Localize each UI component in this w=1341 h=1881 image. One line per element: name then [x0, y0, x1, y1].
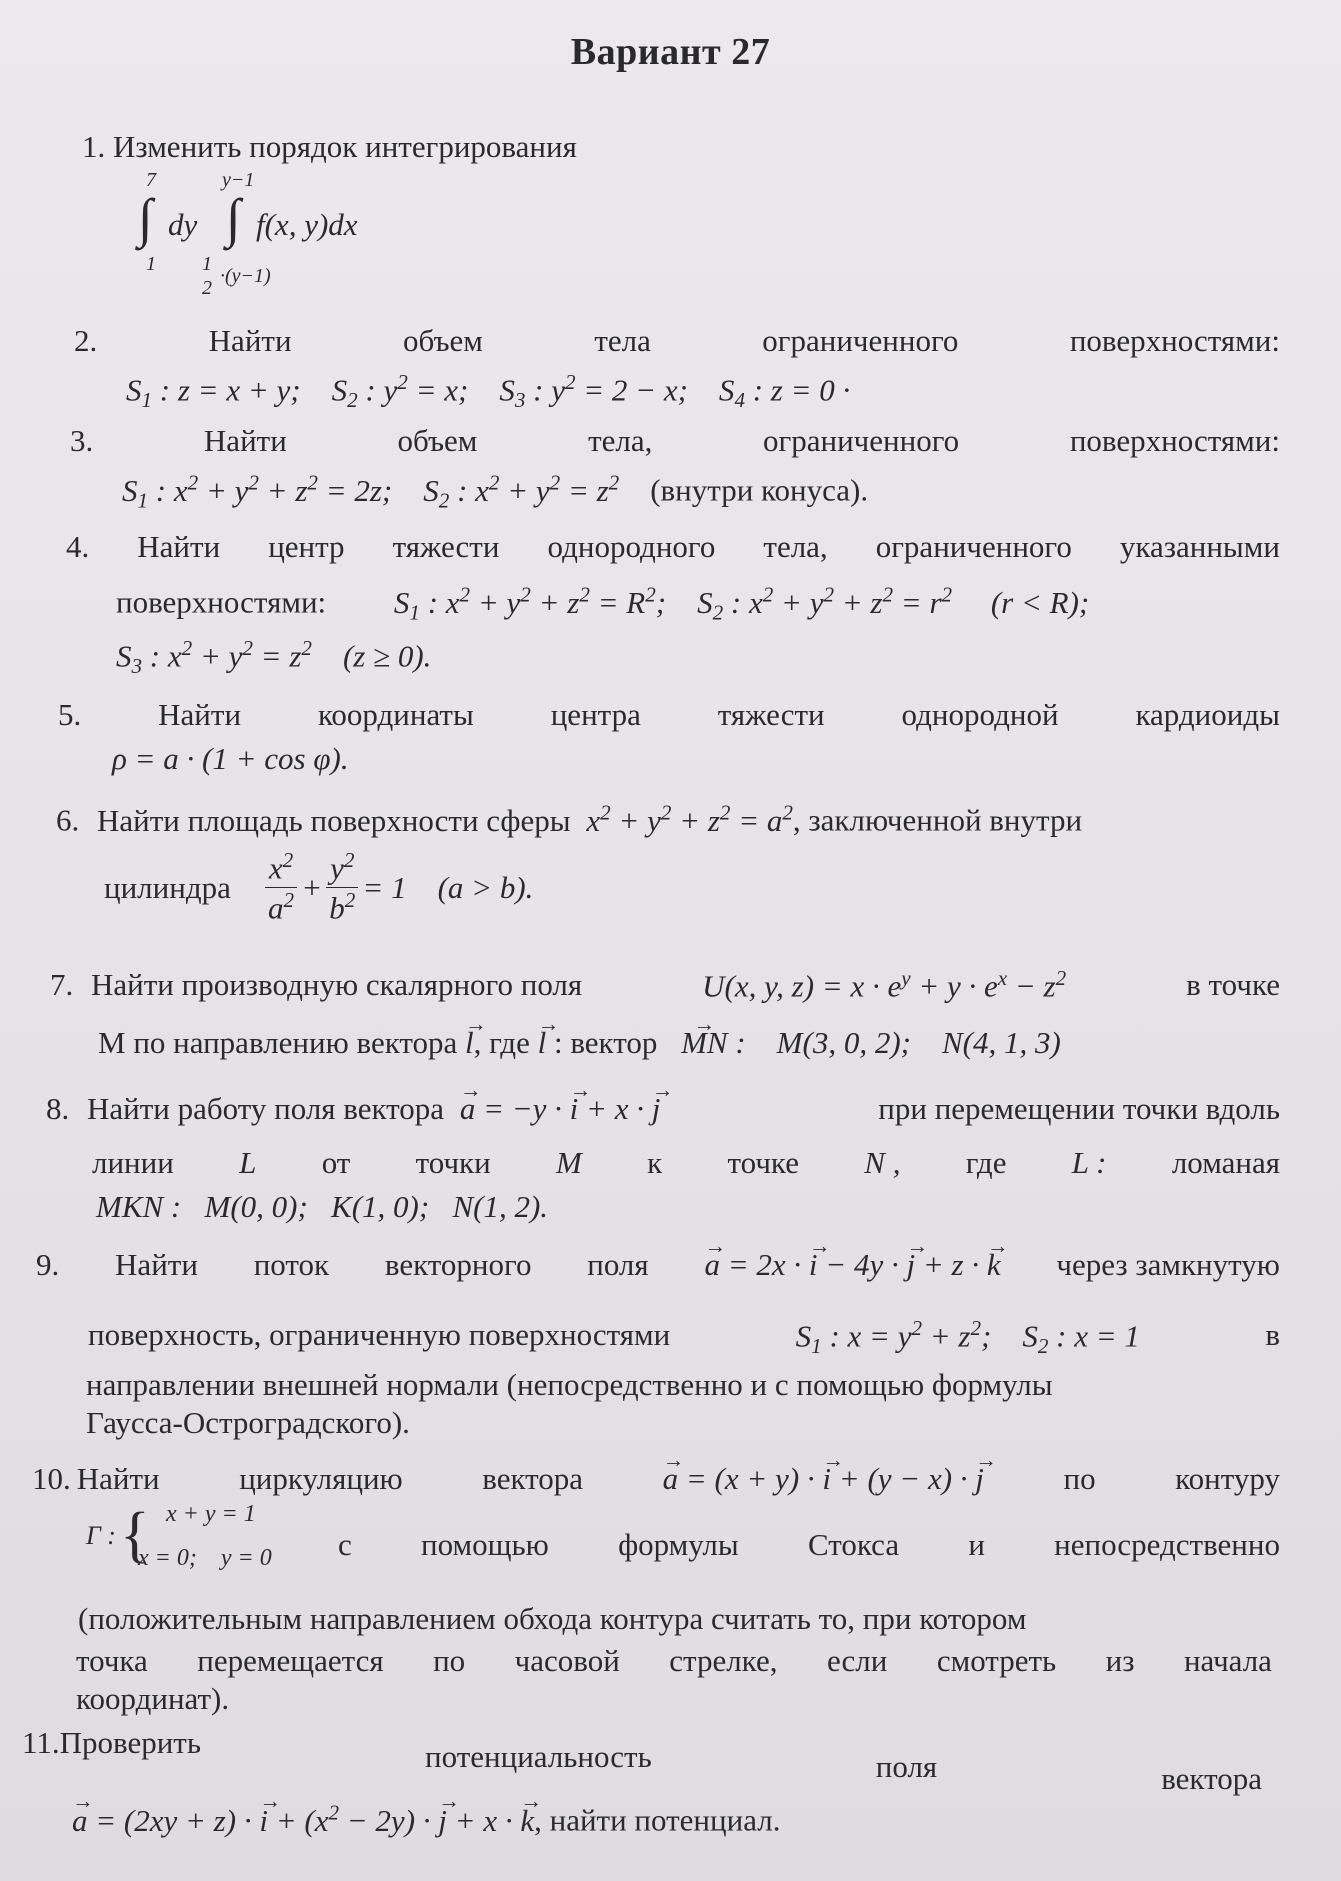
line-text: , где [473, 1025, 530, 1060]
word: линии [92, 1145, 174, 1180]
problem-number: 4. [66, 529, 90, 564]
word: поверхностями: [1069, 423, 1280, 458]
word: тела [594, 323, 651, 358]
formula-7: М по направлению вектора → l, где → l : вектор → MN : M(3, 0, 2); N(4, 1, 3) [98, 1024, 1061, 1061]
word: центр [268, 529, 345, 564]
word: точке [727, 1145, 799, 1180]
formula-3: $S_1$ : $x^2 + y^2 + z^2 = 2z$; $S_2$ : $x^2 + y^2 = z^2$ (внутри конуса). [122, 470, 869, 512]
problem-4 [66, 528, 1280, 565]
word: потенциальность [425, 1739, 652, 1774]
word: ограниченного [762, 323, 959, 358]
problem-number: 9. [36, 1247, 60, 1282]
word: стрелке, [669, 1643, 778, 1678]
problem-7: 7. Найти производную скалярного поля U(x, y, $z) = x \cdot e^y + y \cdot e^x - z^2$ в точке [50, 966, 1280, 1004]
formula-4b: $S_3$ : $x^2 + y^2 = z^2$ (z ≥ 0). [116, 636, 432, 678]
formula-5: ρ = a · (1 + cos φ). [112, 741, 349, 776]
problem-number: 2. [74, 323, 98, 358]
word: точка [76, 1643, 148, 1678]
page-title: Вариант 27 [570, 31, 771, 73]
problem-2 [74, 322, 1280, 359]
word: если [826, 1643, 888, 1678]
word: вектора [1161, 1761, 1262, 1796]
formula-4a: поверхностями: $S_1$ : $x^2 + y^2 + z^2 = R^2$; $S_2$ : $x^2 + y^2 + z^2 = r^2$ (r < R); [116, 582, 1090, 624]
word: поток [253, 1247, 330, 1282]
word: ограниченного [763, 423, 960, 458]
problem-text: при перемещении точки вдоль [878, 1091, 1280, 1126]
word: помощью [421, 1527, 549, 1562]
problem-9-line4: Гаусса-Остроградского). [86, 1405, 410, 1440]
word: и [968, 1527, 985, 1562]
problem-10-line3: (положительным направлением обхода контура считать то, при котором [78, 1601, 1027, 1636]
word: Найти [115, 1247, 198, 1282]
line-text: М по направлению вектора [98, 1025, 458, 1060]
word: к [647, 1145, 663, 1180]
problem-text: через замкнутую [1056, 1247, 1280, 1282]
word: по [1063, 1461, 1096, 1496]
formula-2: $S_1$ : z = x + y; $S_2$ : $y^2 = x$; $S_3$ : $y^2 = 2 - x$; $S_4$ : z = 0 · [126, 370, 851, 412]
word: циркуляцию [239, 1461, 403, 1496]
word: тела, [588, 423, 653, 458]
problem-text: , заключенной внутри [792, 802, 1083, 838]
word: поля [875, 1749, 938, 1784]
word: ломаная [1171, 1145, 1280, 1180]
problem-9: 9. Найти поток векторного поля → a = 2x · → i − 4y · → j + z · → k через замкнутую [36, 1246, 1280, 1283]
word: формулы [618, 1527, 739, 1562]
word: из [1105, 1643, 1135, 1678]
exam-page: Вариант 27 1. Изменить порядок интегрирования 7 ∫ dy 1 y−1 ∫ f(x, y)dx 1 2 ·(y−1) 2. Найти объем тела ограниченного поверхностями: $S_1$ : z = x + y; $S_2$ : $y^2 = x$; $S_3$ : $y^2 = 2 - x$; $S_4$ : z = 0 · 3. Найти объем тела, ограниченного поверхностями: $S_1$ : $x^2 + y^2 + z^2 = 2z$; $S_2$ : $x^2 + y^2 = z^2$ (внутри конуса). 4. Найти центр тяжести однородного тела, ограниченного указанными поверхностями: $S_1$ : $x^2 + y^2 + z^2 = R^2$; $S_2$ : $x^2 + y^2 + z^2 = r^2$ (r < R); $S_3$ : $x^2 + y^2 = z^2$ (z ≥ 0). 5. Найти координаты центра тяжести однородной кардиоиды ρ = a · (1 + cos φ). 6. Найти площадь поверхности сферы $x^2 + y^2 + z^2 = a^2$, заключенной внутри цилиндра $\frac{x^2}{a^2}$ + $\frac{y^2}{b^2}$ = 1 (a > b). 7. Найти производную скалярного поля U(x, y, $z) = x \cdot e^y + y \cdot e^x - z^2$ в точке М по направлению вектора → l, где → l : вектор → MN : M(3, 0, 2); N(4, 1, 3) 8. Найти работу поля вектора → a = −y · → i + x · → j при перемещении точки вдоль линии L от точки M к точке N , где L : ломаная MKN : M(0, 0); K(1, 0); N(1, 2). 9. Найти поток векторного поля → a = 2x · → i − 4y · → j + z · → k через замкнутую поверхность, ограниченную поверхностями $S_1$ : $x = y^2 + z^2$; $S_2$ : x = 1 в направлении внешней нормали (непосредственно и с помощью формулы Гаусса-Остроградского). 10. Найти циркуляцию вектора → a = (x + y) · → i + (y − x) · → j по контуру Г : { x + y = 1 x = 0; y = 0 с помощью формулы Стокса и непосредственно (положительным направлением обхода контура считать то, при котором точка перемещается по часовой стрелке, если смотреть из начала координат). 11. Проверить потенциальность поля вектора → a = (2xy + z) · → $i + (x^2 - 2y)$ · → j + x · → k, найти потенциал. [0, 0, 1341, 1881]
word: однородного [547, 529, 716, 564]
word: смотреть [936, 1643, 1057, 1678]
formula-8b: MKN : M(0, 0); K(1, 0); N(1, 2). [96, 1189, 549, 1224]
word: тела, [763, 529, 828, 564]
line-text: : вектор [553, 1025, 658, 1060]
line-text: цилиндра [104, 869, 231, 905]
line-text: поверхностями: [116, 584, 327, 620]
problem-number: 6. [56, 802, 80, 838]
word: ограниченного [875, 529, 1072, 564]
note-text: (внутри конуса). [650, 472, 869, 508]
formula-10: Г : { x + y = 1 x = 0; y = 0 с помощью формулы Стокса и непосредственно [86, 1501, 1280, 1571]
line-text: в [1265, 1317, 1280, 1352]
problem-number: 3. [70, 423, 94, 458]
problem-9-line3: направлении внешней нормали (непосредственно и с помощью формулы [86, 1367, 1053, 1402]
problem-text: Найти площадь поверхности сферы [97, 802, 571, 838]
problem-text: Найти работу поля вектора [87, 1091, 445, 1126]
word: где [965, 1145, 1007, 1180]
problem-10-line5: координат). [76, 1681, 230, 1716]
problem-10-line4 [76, 1642, 1272, 1679]
word: объем [402, 323, 483, 358]
word: поля [587, 1247, 649, 1282]
problem-number: 7. [50, 967, 74, 1002]
word: контуру [1175, 1461, 1280, 1496]
problem-8: 8. Найти работу поля вектора → a = −y · → i + x · → j при перемещении точки вдоль [46, 1090, 1280, 1127]
word: перемещается [197, 1643, 384, 1678]
formula-11: → a = (2xy + z) · → $i + (x^2 - 2y)$ · → j + x · → k, найти потенциал. [72, 1800, 780, 1839]
word: Найти [76, 1461, 160, 1496]
word: Найти [137, 529, 221, 564]
word: кардиоиды [1135, 697, 1280, 732]
word: начала [1183, 1643, 1272, 1678]
problem-number: 11. [22, 1725, 60, 1760]
formula-9: поверхность, ограниченную поверхностями $S_1$ : $x = y^2 + z^2$; $S_2$ : x = 1 в [88, 1316, 1280, 1358]
problem-number: 1. [82, 129, 106, 164]
word: Стокса [807, 1527, 900, 1562]
formula-8a: линии L от точки M к точке N , где L : ломаная [92, 1145, 1280, 1180]
word: точки [415, 1145, 491, 1180]
line-text: , найти потенциал. [534, 1802, 781, 1838]
line-text: поверхность, ограниченную поверхностями [88, 1317, 671, 1352]
formula-6: цилиндра $\frac{x^2}{a^2}$ + $\frac{y^2}{b^2}$ = 1 (a > b). [104, 848, 534, 926]
problem-10: 10. Найти циркуляцию вектора → a = (x + y) · → i + (y − x) · → j по контуру [32, 1460, 1280, 1497]
word: тяжести [717, 697, 825, 732]
word: вектора [482, 1461, 584, 1496]
word: Найти [208, 323, 292, 358]
word: Найти [203, 423, 287, 458]
word: указанными [1119, 529, 1280, 564]
word: векторного [384, 1247, 532, 1282]
word: Проверить [59, 1725, 201, 1760]
problem-text: Изменить порядок интегрирования [113, 129, 577, 164]
word: от [321, 1145, 351, 1180]
word: поверхностями: [1069, 323, 1280, 358]
problem-number: 8. [46, 1091, 70, 1126]
word: объем [397, 423, 478, 458]
word: часовой [514, 1643, 620, 1678]
problem-5 [58, 696, 1280, 733]
word: Найти [158, 697, 242, 732]
problem-number: 5. [58, 697, 82, 732]
word: с [338, 1527, 352, 1562]
word: непосредственно [1054, 1527, 1280, 1562]
problem-text: Найти производную скалярного поля [91, 967, 583, 1002]
problem-text: в точке [1186, 967, 1280, 1002]
problem-6: 6. Найти площадь поверхности сферы $x^2 + y^2 + z^2 = a^2$, заключенной внутри [56, 800, 1083, 838]
word: центра [550, 697, 641, 732]
problem-number: 10. [32, 1461, 71, 1496]
word: по [433, 1643, 466, 1678]
problem-11 [22, 1724, 1262, 1797]
problem-3 [70, 422, 1280, 459]
word: тяжести [392, 529, 500, 564]
word: однородной [901, 697, 1059, 732]
word: координаты [317, 697, 474, 732]
problem-1 [82, 128, 577, 165]
